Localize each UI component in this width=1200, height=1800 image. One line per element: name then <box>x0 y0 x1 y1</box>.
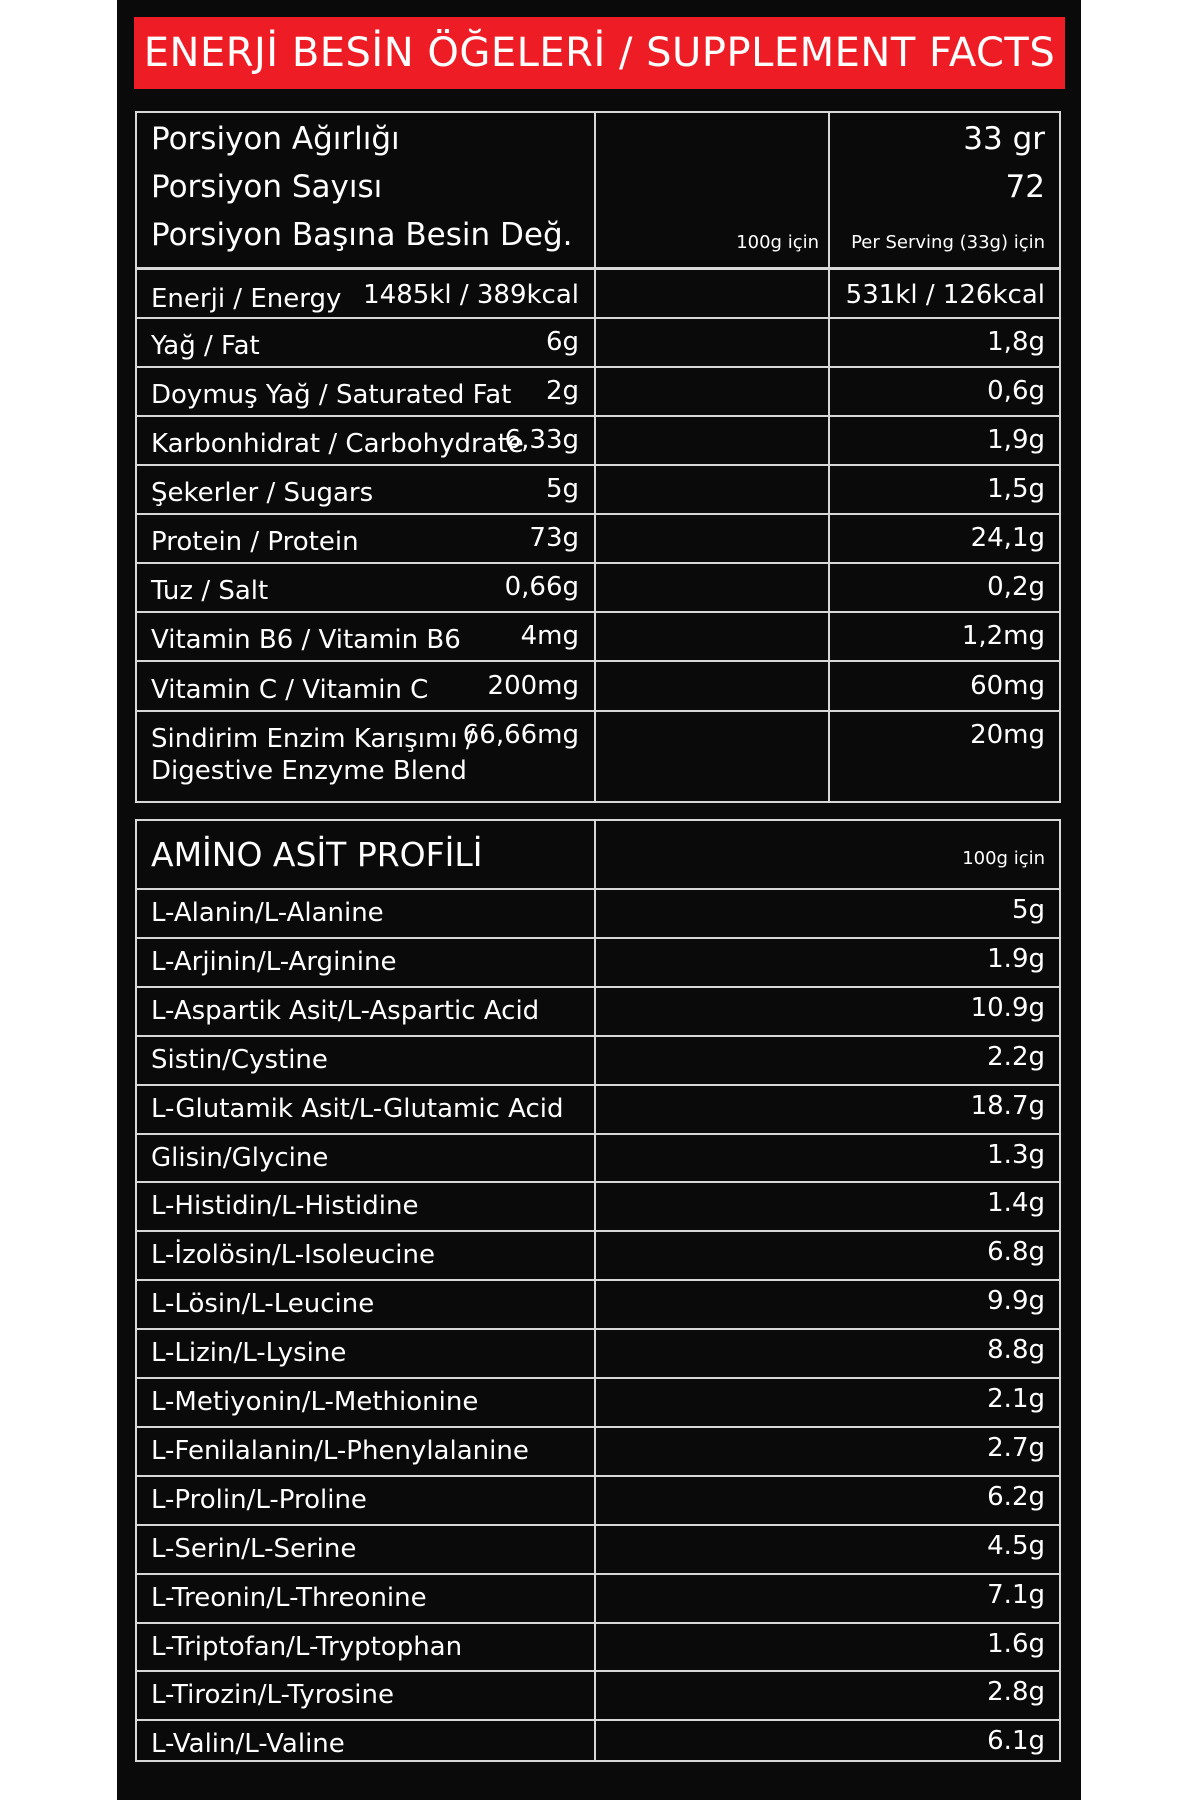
col-header-100g: 100g için <box>736 232 819 253</box>
amino-label: Glisin/Glycine <box>151 1143 329 1173</box>
row-divider <box>137 1084 1059 1086</box>
serving-weight-value: 33 gr <box>963 121 1045 157</box>
enzyme-per-serving: 20mg <box>970 720 1045 750</box>
nutrient-label: Karbonhidrat / Carbohydrate <box>151 429 524 459</box>
column-divider <box>828 113 830 801</box>
enzyme-label <box>151 723 475 787</box>
nutrient-label: Yağ / Fat <box>151 331 260 361</box>
amino-value: 4.5g <box>987 1531 1045 1561</box>
serving-weight-label: Porsiyon Ağırlığı <box>151 121 400 157</box>
enzyme-per100: 66,66mg <box>462 720 579 750</box>
row-divider <box>137 611 1059 613</box>
per-serving-label: Porsiyon Başına Besin Değ. <box>151 217 573 253</box>
nutrient-per100: 0,66g <box>504 572 579 602</box>
amino-label: L-Metiyonin/L-Methionine <box>151 1387 479 1417</box>
amino-label: Sistin/Cystine <box>151 1045 328 1075</box>
amino-acid-table <box>135 819 1061 1762</box>
amino-value: 7.1g <box>987 1580 1045 1610</box>
serving-count-label: Porsiyon Sayısı <box>151 169 383 205</box>
row-divider <box>137 513 1059 515</box>
row-divider <box>137 710 1059 712</box>
amino-value: 1.4g <box>987 1188 1045 1218</box>
nutrient-per100: 1485kl / 389kcal <box>363 280 579 310</box>
title-banner <box>134 17 1065 89</box>
enzyme-label-line1: Sindirim Enzim Karışımı / <box>151 724 475 754</box>
row-divider <box>137 1328 1059 1330</box>
nutrient-per100: 6,33g <box>504 425 579 455</box>
nutrient-per100: 6g <box>545 327 579 357</box>
amino-value: 6.1g <box>987 1726 1045 1756</box>
nutrient-per-serving: 531kl / 126kcal <box>845 280 1045 310</box>
amino-value: 6.8g <box>987 1237 1045 1267</box>
amino-label: L-İzolösin/L-Isoleucine <box>151 1240 435 1270</box>
nutrient-label: Vitamin C / Vitamin C <box>151 675 429 705</box>
amino-value: 1.9g <box>987 944 1045 974</box>
row-divider <box>137 1670 1059 1672</box>
amino-col-header-100g: 100g için <box>962 848 1045 869</box>
nutrient-per-serving: 24,1g <box>970 523 1045 553</box>
nutrient-per-serving: 1,5g <box>987 474 1045 504</box>
amino-value: 8.8g <box>987 1335 1045 1365</box>
amino-label: L-Lizin/L-Lysine <box>151 1338 347 1368</box>
row-divider <box>137 937 1059 939</box>
row-divider <box>137 888 1059 890</box>
col-header-serving: Per Serving (33g) için <box>851 232 1045 253</box>
row-divider <box>137 1181 1059 1183</box>
amino-value: 6.2g <box>987 1482 1045 1512</box>
row-divider <box>137 317 1059 319</box>
nutrient-per100: 73g <box>529 523 579 553</box>
nutrient-per-serving: 0,6g <box>987 376 1045 406</box>
row-divider <box>137 464 1059 466</box>
row-divider <box>137 1524 1059 1526</box>
nutrient-per-serving: 1,9g <box>987 425 1045 455</box>
amino-label: L-Triptofan/L-Tryptophan <box>151 1632 463 1662</box>
amino-label: L-Prolin/L-Proline <box>151 1485 367 1515</box>
nutrient-per100: 4mg <box>520 621 579 651</box>
amino-value: 2.7g <box>987 1433 1045 1463</box>
amino-value: 10.9g <box>970 993 1045 1023</box>
column-divider <box>594 821 596 1760</box>
row-divider <box>137 1230 1059 1232</box>
amino-value: 2.8g <box>987 1677 1045 1707</box>
row-divider <box>137 1475 1059 1477</box>
nutrient-per-serving: 1,8g <box>987 327 1045 357</box>
amino-value: 9.9g <box>987 1286 1045 1316</box>
nutrition-table <box>135 111 1061 803</box>
nutrient-per100: 5g <box>545 474 579 504</box>
row-divider <box>137 562 1059 564</box>
amino-label: L-Lösin/L-Leucine <box>151 1289 375 1319</box>
row-divider <box>137 1622 1059 1624</box>
row-divider <box>137 1573 1059 1575</box>
nutrient-per-serving: 0,2g <box>987 572 1045 602</box>
amino-label: L-Alanin/L-Alanine <box>151 898 384 928</box>
amino-label: L-Valin/L-Valine <box>151 1729 345 1759</box>
nutrient-per-serving: 1,2mg <box>961 621 1045 651</box>
serving-count-value: 72 <box>1005 169 1045 205</box>
row-divider <box>137 1133 1059 1135</box>
amino-value: 2.2g <box>987 1042 1045 1072</box>
amino-label: L-Arjinin/L-Arginine <box>151 947 397 977</box>
nutrient-per-serving: 60mg <box>970 671 1045 701</box>
row-divider <box>137 267 1059 270</box>
row-divider <box>137 1035 1059 1037</box>
row-divider <box>137 1279 1059 1281</box>
amino-label: L-Serin/L-Serine <box>151 1534 357 1564</box>
amino-label: L-Glutamik Asit/L-Glutamic Acid <box>151 1094 564 1124</box>
row-divider <box>137 660 1059 662</box>
amino-label: L-Tirozin/L-Tyrosine <box>151 1680 394 1710</box>
row-divider <box>137 415 1059 417</box>
nutrient-label: Enerji / Energy <box>151 284 342 314</box>
amino-label: L-Treonin/L-Threonine <box>151 1583 427 1613</box>
amino-label: L-Aspartik Asit/L-Aspartic Acid <box>151 996 540 1026</box>
nutrient-per100: 200mg <box>487 671 579 701</box>
amino-value: 2.1g <box>987 1384 1045 1414</box>
amino-label: L-Fenilalanin/L-Phenylalanine <box>151 1436 529 1466</box>
amino-value: 18.7g <box>970 1091 1045 1121</box>
amino-value: 1.6g <box>987 1629 1045 1659</box>
column-divider <box>594 113 596 801</box>
row-divider <box>137 1426 1059 1428</box>
nutrient-label: Şekerler / Sugars <box>151 478 374 508</box>
nutrient-label: Doymuş Yağ / Saturated Fat <box>151 380 512 410</box>
nutrient-label: Vitamin B6 / Vitamin B6 <box>151 625 461 655</box>
row-divider <box>137 986 1059 988</box>
nutrient-per100: 2g <box>545 376 579 406</box>
enzyme-label-line2: Digestive Enzyme Blend <box>151 756 467 786</box>
row-divider <box>137 366 1059 368</box>
row-divider <box>137 1377 1059 1379</box>
page-title: ENERJİ BESİN ÖĞELERİ / SUPPLEMENT FACTS <box>143 30 1056 76</box>
amino-title: AMİNO ASİT PROFİLİ <box>151 835 483 874</box>
nutrient-label: Tuz / Salt <box>151 576 269 606</box>
nutrient-label: Protein / Protein <box>151 527 359 557</box>
amino-label: L-Histidin/L-Histidine <box>151 1191 419 1221</box>
row-divider <box>137 1719 1059 1721</box>
amino-value: 5g <box>1011 895 1045 925</box>
label-panel <box>117 0 1081 1800</box>
amino-value: 1.3g <box>987 1140 1045 1170</box>
